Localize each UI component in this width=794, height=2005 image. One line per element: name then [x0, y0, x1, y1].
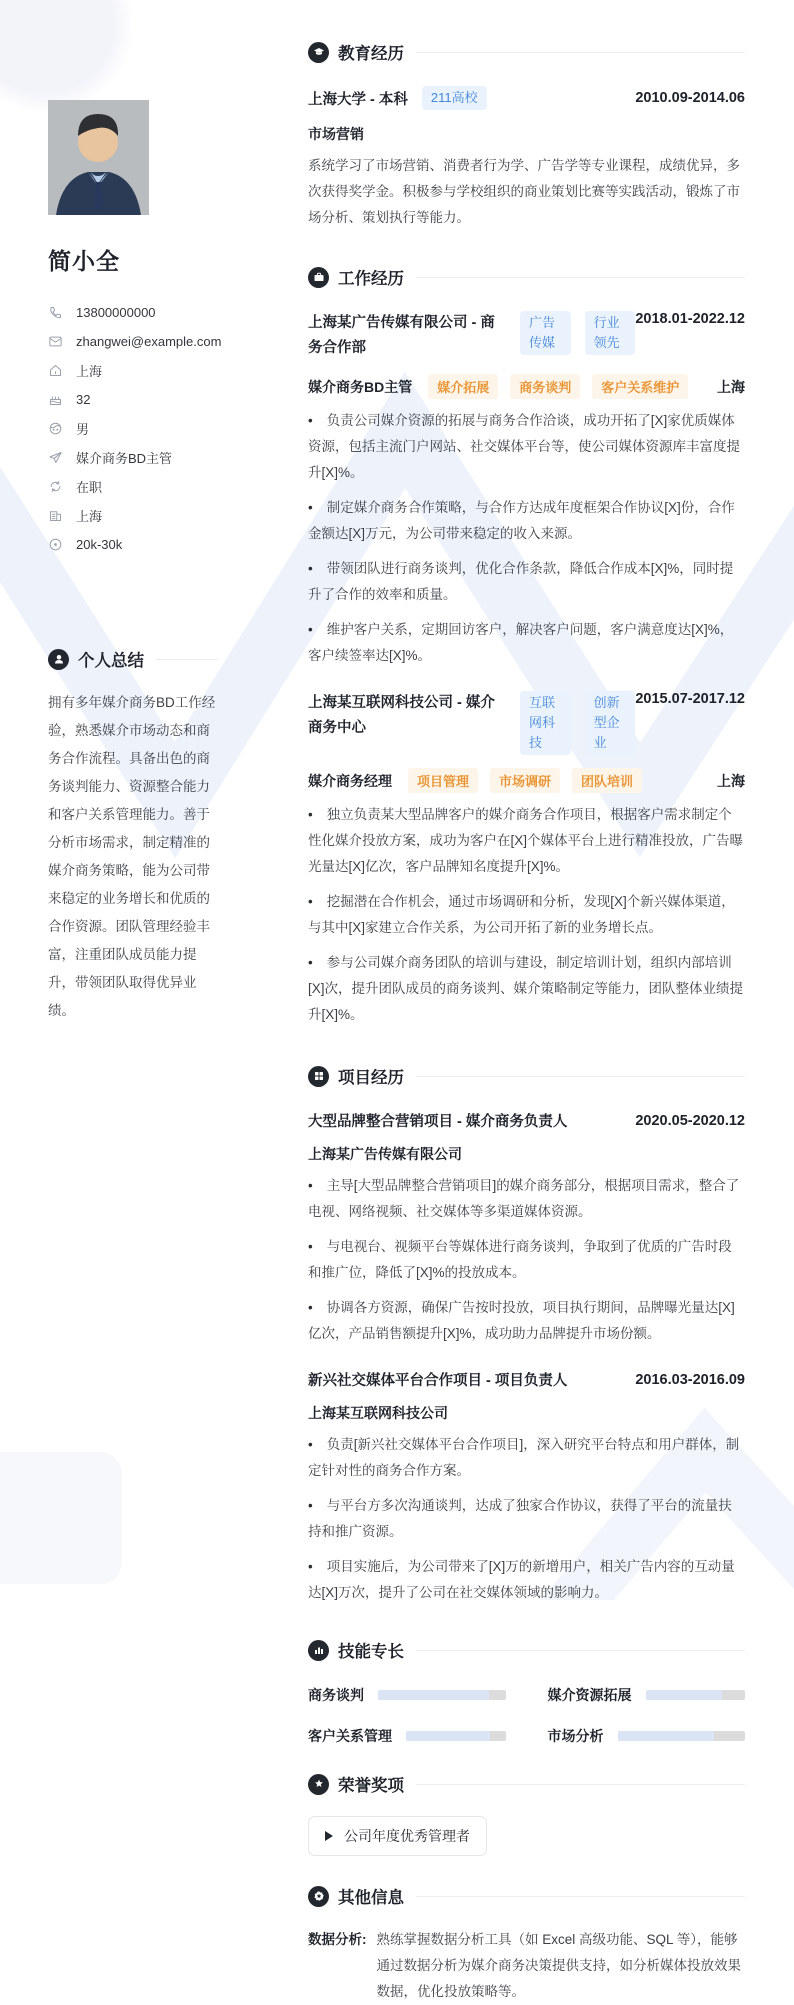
honors-header — [308, 1772, 745, 1796]
skill-tag: 媒介拓展 — [428, 374, 498, 399]
contact-value: 13800000000 — [76, 305, 156, 320]
person-icon — [48, 649, 69, 670]
section-divider — [416, 52, 745, 53]
contact-salary — [48, 530, 262, 559]
project-company: 上海某互联网科技公司 — [308, 1405, 448, 1421]
contact-phone — [48, 298, 262, 327]
project-entry — [308, 1369, 745, 1606]
other-info-header — [308, 1884, 745, 1908]
job-bullet: • 参与公司媒介商务团队的培训与建设，制定培训计划，组织内部培训[X]次，提升团队成员的商务谈判、媒介策略制定等能力，团队整体业绩提升[X]%。 — [308, 950, 745, 1028]
education-date: 2010.09-2014.06 — [635, 90, 745, 106]
section-title: 教育经历 — [338, 45, 404, 63]
skill-bar-fill — [646, 1690, 723, 1700]
position-icon — [48, 450, 63, 465]
honors-section — [308, 1772, 745, 1856]
contact-work-city — [48, 501, 262, 530]
project-bullet: • 负责[新兴社交媒体平台合作项目]，深入研究平台特点和用户群体，制定针对性的商务合作方案。 — [308, 1432, 745, 1484]
status-icon — [48, 479, 63, 494]
job-bullet: • 带领团队进行商务谈判，优化合作条款，降低合作成本[X]%，同时提升了合作的效率和质量。 — [308, 556, 745, 608]
badge-star-icon — [308, 1886, 329, 1907]
skill-tag: 商务谈判 — [510, 374, 580, 399]
other-info-section — [308, 1884, 745, 2005]
sidebar — [0, 0, 262, 2005]
project-name: 新兴社交媒体平台合作项目 - 项目负责人 — [308, 1373, 568, 1389]
role-row — [308, 374, 745, 399]
skill-tag: 市场调研 — [490, 768, 560, 793]
contact-value: 在职 — [76, 480, 103, 495]
honor-label: 公司年度优秀管理者 — [344, 1828, 470, 1844]
work-section — [308, 265, 745, 1028]
play-icon — [325, 1831, 333, 1841]
job-bullet: • 制定媒介商务合作策略，与合作方达成年度框架合作协议[X]份，合作金额达[X]万元，为公司带来稳定的收入来源。 — [308, 495, 745, 547]
section-divider — [416, 1076, 745, 1077]
briefcase-icon — [308, 267, 329, 288]
honor-item[interactable] — [308, 1816, 487, 1856]
job-bullet: • 负责公司媒介资源的拓展与商务合作洽谈，成功开拓了[X]家优质媒体资源，包括主流门户网站、社交媒体平台等，使公司媒体资源库丰富度提升[X]%。 — [308, 408, 745, 486]
contact-value: 上海 — [76, 509, 103, 524]
company-name: 上海某广告传媒有限公司 - 商务合作部 — [308, 315, 495, 356]
skill-bar-fill — [618, 1731, 715, 1741]
skills-grid — [308, 1685, 745, 1746]
job-role: 媒介商务经理 — [308, 772, 392, 789]
skill-label: 客户关系管理 — [308, 1728, 392, 1744]
education-header — [308, 40, 745, 64]
school-name: 上海大学 - 本科 — [308, 91, 408, 108]
company-badge: 广告传媒 — [520, 311, 571, 355]
summary-text: 拥有多年媒介商务BD工作经验，熟悉媒介市场动态和商务合作流程。具备出色的商务谈判能力、资源整合能力和客户关系管理能力。善于分析市场需求，制定精准的媒介商务策略，能为公司带来稳定的业务增长和优质的合作资源。团队管理经验丰富，注重团队成员能力提升，带领团队取得优异业绩。 — [48, 695, 216, 1018]
major-name: 市场营销 — [308, 126, 364, 142]
job-location: 上海 — [717, 772, 745, 789]
skill-item — [308, 1685, 506, 1705]
education-description: 系统学习了市场营销、消费者行为学、广告学等专业课程，成绩优异，多次获得奖学金。积极参与学校组织的商业策划比赛等实践活动，锻炼了市场分析、策划执行等能力。 — [308, 158, 740, 225]
medal-icon — [308, 1774, 329, 1795]
contact-value: 20k-30k — [76, 537, 123, 552]
bar-chart-icon — [308, 1640, 329, 1661]
work-header — [308, 265, 745, 289]
section-title: 技能专长 — [338, 1643, 404, 1661]
candidate-name: 简小全 — [48, 248, 120, 274]
job-bullet: • 挖掘潜在合作机会，通过市场调研和分析，发现[X]个新兴媒体渠道，与其中[X]家建立合作关系，为公司开拓了新的业务增长点。 — [308, 889, 745, 941]
skill-label: 商务谈判 — [308, 1687, 364, 1703]
skill-bar-fill — [378, 1690, 489, 1700]
section-divider — [416, 1784, 745, 1785]
contact-age — [48, 385, 262, 414]
company-badges — [506, 691, 635, 755]
skill-tag: 团队培训 — [572, 768, 642, 793]
email-icon — [48, 334, 63, 349]
skill-tag: 客户关系维护 — [592, 374, 688, 399]
section-title: 荣誉奖项 — [338, 1777, 404, 1795]
grid-icon — [308, 1066, 329, 1087]
project-bullet: • 协调各方资源，确保广告按时投放，项目执行期间，品牌曝光量达[X]亿次，产品销售额提升[X]%，成功助力品牌提升市场份额。 — [308, 1295, 745, 1347]
skills-section — [308, 1638, 745, 1746]
skill-bar-fill — [406, 1731, 490, 1741]
job-role: 媒介商务BD主管 — [308, 378, 413, 395]
contact-value: 32 — [76, 392, 91, 407]
role-row — [308, 768, 745, 793]
section-divider — [416, 277, 745, 278]
skill-label: 市场分析 — [547, 1728, 604, 1744]
salary-icon — [48, 537, 63, 552]
section-divider — [416, 1896, 745, 1897]
other-info-text: 熟练掌握数据分析工具（如 Excel 高级功能、SQL 等），能够通过数据分析为媒介商务决策提供支持，如分析媒体投放效果数据，优化投放策略等。 — [376, 1932, 741, 1999]
job-date: 2015.07-2017.12 — [635, 691, 745, 707]
job-location: 上海 — [717, 378, 745, 395]
skill-bar — [406, 1731, 506, 1741]
job-entry — [308, 691, 745, 1028]
section-title: 工作经历 — [338, 270, 404, 288]
skill-item — [308, 1726, 506, 1746]
contact-value: zhangwei@example.com — [76, 334, 222, 349]
projects-header — [308, 1064, 745, 1088]
contact-gender — [48, 414, 262, 443]
contact-value: 上海 — [76, 364, 103, 379]
company-name: 上海某互联网科技公司 - 媒介商务中心 — [308, 695, 495, 736]
summary-title: 个人总结 — [78, 652, 144, 670]
city-icon — [48, 508, 63, 523]
contact-home-city — [48, 356, 262, 385]
company-badge: 行业领先 — [585, 311, 636, 355]
summary-header — [48, 647, 218, 671]
section-title: 其他信息 — [338, 1889, 404, 1907]
job-bullet: • 独立负责某大型品牌客户的媒介商务合作项目，根据客户需求制定个性化媒介投放方案，成功为客户在[X]个媒体平台上进行精准投放，广告曝光量达[X]亿次，客户品牌知名度提升[X]%。 — [308, 802, 745, 880]
company-badge: 创新型企业 — [585, 691, 636, 755]
project-company: 上海某广告传媒有限公司 — [308, 1146, 462, 1162]
profile-photo — [48, 100, 149, 215]
contact-list — [48, 298, 262, 559]
contact-email — [48, 327, 262, 356]
skill-bar — [378, 1690, 506, 1700]
graduation-cap-icon — [308, 42, 329, 63]
other-info-label: 数据分析: — [308, 1932, 367, 1947]
other-info-entry — [308, 1927, 745, 2005]
main-column — [262, 0, 794, 2005]
skill-item — [548, 1726, 746, 1746]
skill-bar — [646, 1690, 746, 1700]
contact-position — [48, 443, 262, 472]
skill-tag: 项目管理 — [408, 768, 478, 793]
job-header — [308, 311, 745, 361]
section-divider — [156, 659, 218, 660]
education-entry-header — [308, 86, 745, 110]
projects-section — [308, 1064, 745, 1606]
company-badges — [506, 311, 635, 355]
job-entry — [308, 311, 745, 669]
job-date: 2018.01-2022.12 — [635, 311, 745, 327]
project-header — [308, 1110, 745, 1131]
skill-label: 媒介资源拓展 — [547, 1687, 632, 1703]
home-icon — [48, 363, 63, 378]
project-bullet: • 项目实施后，为公司带来了[X]万的新增用户，相关广告内容的互动量达[X]万次，提升了公司在社交媒体领域的影响力。 — [308, 1554, 745, 1606]
contact-value: 媒介商务BD主管 — [76, 451, 173, 466]
project-bullet: • 与平台方多次沟通谈判，达成了独家合作协议，获得了平台的流量扶持和推广资源。 — [308, 1493, 745, 1545]
project-header — [308, 1369, 745, 1390]
section-divider — [416, 1650, 745, 1651]
project-date: 2020.05-2020.12 — [635, 1112, 745, 1129]
skill-bar — [618, 1731, 746, 1741]
section-title: 项目经历 — [338, 1069, 404, 1087]
age-icon — [48, 392, 63, 407]
skills-header — [308, 1638, 745, 1662]
personal-summary-section — [48, 647, 218, 1025]
skill-item — [548, 1685, 746, 1705]
company-badge: 互联网科技 — [520, 691, 571, 755]
school-badge: 211高校 — [422, 86, 487, 110]
project-bullet: • 主导[大型品牌整合营销项目]的媒介商务部分，根据项目需求，整合了电视、网络视频、社交媒体等多渠道媒体资源。 — [308, 1173, 745, 1225]
contact-value: 男 — [76, 422, 90, 437]
phone-icon — [48, 305, 63, 320]
job-header — [308, 691, 745, 755]
job-bullet: • 维护客户关系，定期回访客户，解决客户问题，客户满意度达[X]%，客户续签率达[X]%。 — [308, 617, 745, 669]
project-name: 大型品牌整合营销项目 - 媒介商务负责人 — [308, 1114, 568, 1130]
project-bullet: • 与电视台、视频平台等媒体进行商务谈判，争取到了优质的广告时段和推广位，降低了[X]%的投放成本。 — [308, 1234, 745, 1286]
project-entry — [308, 1110, 745, 1347]
project-date: 2016.03-2016.09 — [635, 1371, 745, 1388]
contact-status — [48, 472, 262, 501]
gender-icon — [48, 421, 63, 436]
education-section — [308, 40, 745, 231]
